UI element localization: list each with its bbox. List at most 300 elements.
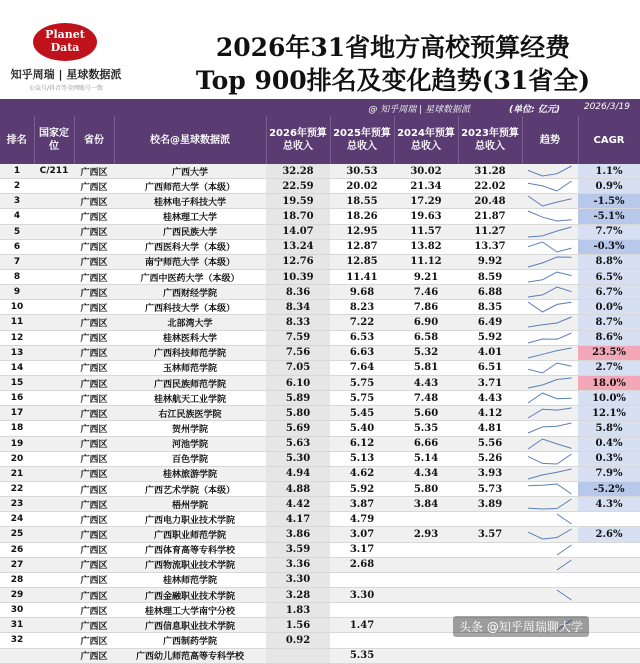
table-row xyxy=(0,360,640,375)
cell-y2025: 4.79 xyxy=(330,512,394,527)
table-row xyxy=(0,345,640,360)
cell-national xyxy=(34,497,74,512)
trend-sparkline xyxy=(522,512,578,526)
cell-province: 广西区 xyxy=(74,345,114,360)
cell-y2023: 3.71 xyxy=(458,375,522,390)
cell-rank: 9 xyxy=(0,285,34,300)
cell-y2025: 5.45 xyxy=(330,406,394,421)
cell-trend xyxy=(522,542,578,557)
cell-national xyxy=(34,512,74,527)
trend-line xyxy=(528,227,572,237)
cell-school: 广西艺术学院（本级） xyxy=(114,481,266,496)
cell-y2023: 8.35 xyxy=(458,300,522,315)
cell-y2026: 8.36 xyxy=(266,285,330,300)
header-cagr: CAGR xyxy=(578,116,640,164)
cell-province: 广西区 xyxy=(74,557,114,572)
cell-cagr: -1.5% xyxy=(578,194,640,209)
cell-rank: 1 xyxy=(0,164,34,179)
cell-rank: 24 xyxy=(0,512,34,527)
cell-cagr: 0.4% xyxy=(578,436,640,451)
cell-y2026: 5.89 xyxy=(266,391,330,406)
cell-y2025: 12.95 xyxy=(330,224,394,239)
cell-y2025: 30.53 xyxy=(330,164,394,179)
table-row xyxy=(0,436,640,451)
cell-school: 玉林师范学院 xyxy=(114,360,266,375)
cell-cagr: -0.3% xyxy=(578,239,640,254)
trend-sparkline xyxy=(522,225,578,239)
trend-line xyxy=(528,166,572,176)
cell-y2024: 17.29 xyxy=(394,194,458,209)
trend-sparkline xyxy=(522,164,578,178)
cell-y2025: 3.30 xyxy=(330,587,394,602)
cell-trend xyxy=(522,179,578,194)
cell-national xyxy=(34,254,74,269)
cell-y2024: 21.34 xyxy=(394,179,458,194)
cell-y2024: 5.60 xyxy=(394,406,458,421)
cell-y2023: 5.92 xyxy=(458,330,522,345)
table-row xyxy=(0,300,640,315)
header-national: 国家定位 xyxy=(34,116,74,164)
trend-sparkline xyxy=(522,391,578,405)
cell-y2024: 7.48 xyxy=(394,391,458,406)
trend-line xyxy=(557,560,572,570)
cell-school: 桂林医科大学 xyxy=(114,330,266,345)
cell-y2024: 6.66 xyxy=(394,436,458,451)
cell-school: 广西物流职业技术学院 xyxy=(114,557,266,572)
cell-y2023: 4.12 xyxy=(458,406,522,421)
cell-y2023: 4.01 xyxy=(458,345,522,360)
cell-y2023: 5.26 xyxy=(458,451,522,466)
trend-line xyxy=(528,393,572,403)
table-row xyxy=(0,330,640,345)
table-row xyxy=(0,254,640,269)
cell-y2025: 5.92 xyxy=(330,481,394,496)
cell-cagr xyxy=(578,512,640,527)
cell-rank: 15 xyxy=(0,375,34,390)
cell-national xyxy=(34,481,74,496)
cell-y2026: 3.86 xyxy=(266,527,330,542)
cell-province: 广西区 xyxy=(74,603,114,618)
cell-rank: 20 xyxy=(0,451,34,466)
cell-school: 桂林师范学院 xyxy=(114,572,266,587)
table-row xyxy=(0,375,640,390)
cell-province: 广西区 xyxy=(74,194,114,209)
table-row xyxy=(0,164,640,179)
cell-y2023: 6.88 xyxy=(458,285,522,300)
trend-sparkline xyxy=(522,315,578,329)
cell-national xyxy=(34,436,74,451)
cell-province: 广西区 xyxy=(74,209,114,224)
cell-cagr: 7.9% xyxy=(578,466,640,481)
table-row xyxy=(0,527,640,542)
table-row xyxy=(0,481,640,496)
cell-national xyxy=(34,300,74,315)
cell-national xyxy=(34,360,74,375)
table-row xyxy=(0,512,640,527)
cell-school: 广西职业师范学院 xyxy=(114,527,266,542)
cell-rank: 4 xyxy=(0,209,34,224)
cell-school: 广西财经学院 xyxy=(114,285,266,300)
cell-rank: 8 xyxy=(0,269,34,284)
cell-trend xyxy=(522,330,578,345)
cell-y2026: 3.28 xyxy=(266,587,330,602)
table-row xyxy=(0,269,640,284)
trend-line xyxy=(528,242,572,252)
trend-sparkline xyxy=(522,527,578,541)
trend-sparkline xyxy=(522,179,578,193)
table-row xyxy=(0,406,640,421)
header-2023: 2023年预算总收入 xyxy=(458,116,522,164)
cell-y2024 xyxy=(394,603,458,618)
cell-y2025: 5.40 xyxy=(330,421,394,436)
cell-school: 广西信息职业技术学院 xyxy=(114,618,266,633)
cell-cagr: 0.0% xyxy=(578,300,640,315)
cell-y2025 xyxy=(330,633,394,648)
cell-rank: 16 xyxy=(0,391,34,406)
table-header-row xyxy=(0,116,640,164)
cell-y2024: 5.32 xyxy=(394,345,458,360)
cell-province: 广西区 xyxy=(74,164,114,179)
cell-cagr: 2.6% xyxy=(578,527,640,542)
cell-school: 广西科技师范学院 xyxy=(114,345,266,360)
cell-trend xyxy=(522,194,578,209)
cell-y2025: 18.55 xyxy=(330,194,394,209)
cell-national xyxy=(34,542,74,557)
cell-y2025: 7.64 xyxy=(330,360,394,375)
cell-trend xyxy=(522,406,578,421)
cell-y2026: 0.92 xyxy=(266,633,330,648)
cell-province: 广西区 xyxy=(74,618,114,633)
cell-trend xyxy=(522,466,578,481)
cell-province: 广西区 xyxy=(74,451,114,466)
cell-cagr: 23.5% xyxy=(578,345,640,360)
cell-y2024 xyxy=(394,648,458,663)
ranking-table xyxy=(0,116,640,664)
cell-y2025: 5.13 xyxy=(330,451,394,466)
cell-y2024: 5.80 xyxy=(394,481,458,496)
cell-province: 广西区 xyxy=(74,360,114,375)
cell-rank: 27 xyxy=(0,557,34,572)
cell-cagr xyxy=(578,648,640,663)
cell-y2024 xyxy=(394,587,458,602)
cell-y2023: 3.57 xyxy=(458,527,522,542)
trend-sparkline xyxy=(522,588,578,602)
trend-sparkline xyxy=(522,300,578,314)
cell-y2024: 2.93 xyxy=(394,527,458,542)
cell-y2023: 13.37 xyxy=(458,239,522,254)
cell-y2024: 11.12 xyxy=(394,254,458,269)
trend-sparkline xyxy=(522,467,578,481)
cell-y2026: 3.59 xyxy=(266,542,330,557)
cell-y2023: 22.02 xyxy=(458,179,522,194)
table-row xyxy=(0,391,640,406)
cell-trend xyxy=(522,300,578,315)
cell-national xyxy=(34,451,74,466)
trend-line xyxy=(528,363,572,373)
trend-line xyxy=(528,272,572,282)
trend-sparkline xyxy=(522,194,578,208)
cell-school: 广西师范大学（本级） xyxy=(114,179,266,194)
cell-trend xyxy=(522,209,578,224)
page-title-line2: Top 900排名及变化趋势(31省全) xyxy=(195,66,591,95)
cell-y2023: 5.73 xyxy=(458,481,522,496)
cell-school: 广西制药学院 xyxy=(114,633,266,648)
header-2026: 2026年预算总收入 xyxy=(266,116,330,164)
trend-line xyxy=(528,317,572,327)
cell-province: 广西区 xyxy=(74,542,114,557)
cell-y2025: 12.87 xyxy=(330,239,394,254)
date-label: 2026/3/19 xyxy=(583,102,630,112)
cell-y2023: 3.93 xyxy=(458,466,522,481)
table-row xyxy=(0,224,640,239)
cell-y2026: 4.17 xyxy=(266,512,330,527)
cell-y2023: 4.81 xyxy=(458,421,522,436)
cell-y2023: 6.51 xyxy=(458,360,522,375)
trend-sparkline xyxy=(522,452,578,466)
cell-province: 广西区 xyxy=(74,269,114,284)
cell-y2023: 20.48 xyxy=(458,194,522,209)
cell-national xyxy=(34,633,74,648)
cell-rank: 28 xyxy=(0,572,34,587)
cell-y2024: 9.21 xyxy=(394,269,458,284)
cell-rank: 2 xyxy=(0,179,34,194)
cell-y2024: 5.14 xyxy=(394,451,458,466)
cell-trend xyxy=(522,436,578,451)
cell-y2026: 19.59 xyxy=(266,194,330,209)
cell-trend xyxy=(522,345,578,360)
cell-cagr: -5.1% xyxy=(578,209,640,224)
cell-y2024: 3.84 xyxy=(394,497,458,512)
trend-line xyxy=(528,257,572,267)
trend-sparkline xyxy=(522,361,578,375)
cell-national xyxy=(34,557,74,572)
cell-province: 广西区 xyxy=(74,512,114,527)
cell-y2023: 8.59 xyxy=(458,269,522,284)
cell-school: 广西电力职业技术学院 xyxy=(114,512,266,527)
cell-province: 广西区 xyxy=(74,239,114,254)
cell-y2026: 7.05 xyxy=(266,360,330,375)
cell-y2026: 5.63 xyxy=(266,436,330,451)
cell-school: 广西大学 xyxy=(114,164,266,179)
cell-trend xyxy=(522,481,578,496)
cell-school: 梧州学院 xyxy=(114,497,266,512)
cell-school: 广西医科大学（本级） xyxy=(114,239,266,254)
trend-line xyxy=(528,484,572,494)
cell-province: 广西区 xyxy=(74,481,114,496)
trend-line xyxy=(528,423,572,433)
cell-cagr: 18.0% xyxy=(578,375,640,390)
cell-province: 广西区 xyxy=(74,330,114,345)
cell-trend xyxy=(522,254,578,269)
header-trend: 趋势 xyxy=(522,116,578,164)
cell-y2025: 3.07 xyxy=(330,527,394,542)
header-2025: 2025年预算总收入 xyxy=(330,116,394,164)
trend-line xyxy=(528,196,572,206)
table-row xyxy=(0,497,640,512)
cell-cagr: 8.7% xyxy=(578,315,640,330)
cell-trend xyxy=(522,285,578,300)
unit-label: (单位: 亿元) xyxy=(509,105,560,115)
cell-y2025: 4.62 xyxy=(330,466,394,481)
cell-cagr: 1.1% xyxy=(578,164,640,179)
cell-national xyxy=(34,391,74,406)
table-body xyxy=(0,164,640,663)
cell-province: 广西区 xyxy=(74,587,114,602)
cell-y2025: 20.02 xyxy=(330,179,394,194)
trend-line xyxy=(528,454,572,464)
cell-y2023 xyxy=(458,572,522,587)
cell-rank: 10 xyxy=(0,300,34,315)
cell-trend xyxy=(522,239,578,254)
cell-y2024: 4.34 xyxy=(394,466,458,481)
trend-line xyxy=(528,499,572,509)
cell-rank: 7 xyxy=(0,254,34,269)
cell-y2024: 5.81 xyxy=(394,360,458,375)
cell-y2026: 7.59 xyxy=(266,330,330,345)
cell-y2025: 5.35 xyxy=(330,648,394,663)
cell-province: 广西区 xyxy=(74,300,114,315)
cell-school: 桂林航天工业学院 xyxy=(114,391,266,406)
cell-school: 广西科技大学（本级） xyxy=(114,300,266,315)
cell-school: 桂林理工大学 xyxy=(114,209,266,224)
cell-y2025: 18.26 xyxy=(330,209,394,224)
cell-province: 广西区 xyxy=(74,285,114,300)
trend-sparkline xyxy=(522,376,578,390)
cell-y2026: 1.56 xyxy=(266,618,330,633)
trend-sparkline xyxy=(522,497,578,511)
cell-cagr: 5.8% xyxy=(578,421,640,436)
cell-y2025 xyxy=(330,603,394,618)
cell-rank: 13 xyxy=(0,345,34,360)
trend-sparkline xyxy=(522,421,578,435)
cell-school: 广西民族师范学院 xyxy=(114,375,266,390)
cell-trend xyxy=(522,375,578,390)
cell-school: 右江民族医学院 xyxy=(114,406,266,421)
cell-national xyxy=(34,315,74,330)
trend-sparkline xyxy=(522,285,578,299)
trend-line xyxy=(528,333,572,343)
cell-y2024: 30.02 xyxy=(394,164,458,179)
cell-rank: 17 xyxy=(0,406,34,421)
cell-y2025 xyxy=(330,572,394,587)
cell-school: 桂林电子科技大学 xyxy=(114,194,266,209)
cell-province: 广西区 xyxy=(74,466,114,481)
cell-national xyxy=(34,648,74,663)
cell-school: 桂林理工大学南宁分校 xyxy=(114,603,266,618)
cell-rank: 14 xyxy=(0,360,34,375)
cell-trend xyxy=(522,164,578,179)
cell-y2025: 6.63 xyxy=(330,345,394,360)
cell-y2026: 14.07 xyxy=(266,224,330,239)
cell-cagr xyxy=(578,587,640,602)
cell-y2024 xyxy=(394,512,458,527)
brand-subtitle: 公众号/抖音等全网账号一致 xyxy=(28,85,104,92)
page-title-line1: 2026年31省地方高校预算经费 xyxy=(215,33,571,62)
trend-line xyxy=(557,590,572,600)
table-row xyxy=(0,557,640,572)
cell-school: 北部湾大学 xyxy=(114,315,266,330)
cell-y2026: 3.36 xyxy=(266,557,330,572)
cell-trend xyxy=(522,572,578,587)
cell-province: 广西区 xyxy=(74,179,114,194)
cell-y2025: 11.41 xyxy=(330,269,394,284)
trend-line xyxy=(528,378,572,388)
cell-y2024 xyxy=(394,618,458,633)
cell-school: 河池学院 xyxy=(114,436,266,451)
cell-y2024 xyxy=(394,572,458,587)
table-row xyxy=(0,542,640,557)
cell-national xyxy=(34,603,74,618)
cell-province: 广西区 xyxy=(74,572,114,587)
cell-school: 广西民族大学 xyxy=(114,224,266,239)
trend-line xyxy=(528,439,572,449)
cell-y2026: 8.33 xyxy=(266,315,330,330)
cell-y2025: 8.23 xyxy=(330,300,394,315)
cell-cagr: 6.7% xyxy=(578,285,640,300)
cell-y2023: 4.43 xyxy=(458,391,522,406)
cell-rank: 6 xyxy=(0,239,34,254)
info-bar xyxy=(0,99,640,116)
table-row xyxy=(0,451,640,466)
cell-national xyxy=(34,527,74,542)
trend-sparkline xyxy=(522,331,578,345)
cell-national xyxy=(34,466,74,481)
cell-national xyxy=(34,269,74,284)
cell-y2026: 8.34 xyxy=(266,300,330,315)
cell-school: 广西金融职业技术学院 xyxy=(114,587,266,602)
cell-national xyxy=(34,421,74,436)
cell-rank: 21 xyxy=(0,466,34,481)
cell-y2026: 5.69 xyxy=(266,421,330,436)
table-row xyxy=(0,648,640,663)
table-row xyxy=(0,209,640,224)
cell-y2026: 13.24 xyxy=(266,239,330,254)
cell-province: 广西区 xyxy=(74,421,114,436)
cell-y2025: 9.68 xyxy=(330,285,394,300)
cell-province: 广西区 xyxy=(74,497,114,512)
cell-cagr: 7.7% xyxy=(578,224,640,239)
cell-y2023 xyxy=(458,557,522,572)
brand-name: 知乎周瑞 | 星球数据派 xyxy=(10,68,122,81)
trend-line xyxy=(528,469,572,479)
cell-school: 南宁师范大学（本级） xyxy=(114,254,266,269)
cell-trend xyxy=(522,315,578,330)
cell-y2025: 7.22 xyxy=(330,315,394,330)
cell-y2025: 12.85 xyxy=(330,254,394,269)
cell-school: 广西中医药大学（本级） xyxy=(114,269,266,284)
cell-trend xyxy=(522,421,578,436)
cell-y2024: 7.46 xyxy=(394,285,458,300)
cell-y2026: 12.76 xyxy=(266,254,330,269)
cell-y2026: 4.94 xyxy=(266,466,330,481)
cell-trend xyxy=(522,360,578,375)
cell-y2023 xyxy=(458,648,522,663)
cell-y2023: 11.27 xyxy=(458,224,522,239)
cell-province: 广西区 xyxy=(74,375,114,390)
cell-rank: 3 xyxy=(0,194,34,209)
cell-province: 广西区 xyxy=(74,254,114,269)
cell-rank: 19 xyxy=(0,436,34,451)
cell-y2025: 3.17 xyxy=(330,542,394,557)
cell-national xyxy=(34,572,74,587)
cell-province: 广西区 xyxy=(74,527,114,542)
cell-rank: 18 xyxy=(0,421,34,436)
cell-y2023 xyxy=(458,587,522,602)
cell-y2024: 4.43 xyxy=(394,375,458,390)
trend-sparkline xyxy=(522,406,578,420)
watermark: 头条 @知乎周瑞聊大学 xyxy=(453,616,589,637)
trend-line xyxy=(528,408,572,418)
